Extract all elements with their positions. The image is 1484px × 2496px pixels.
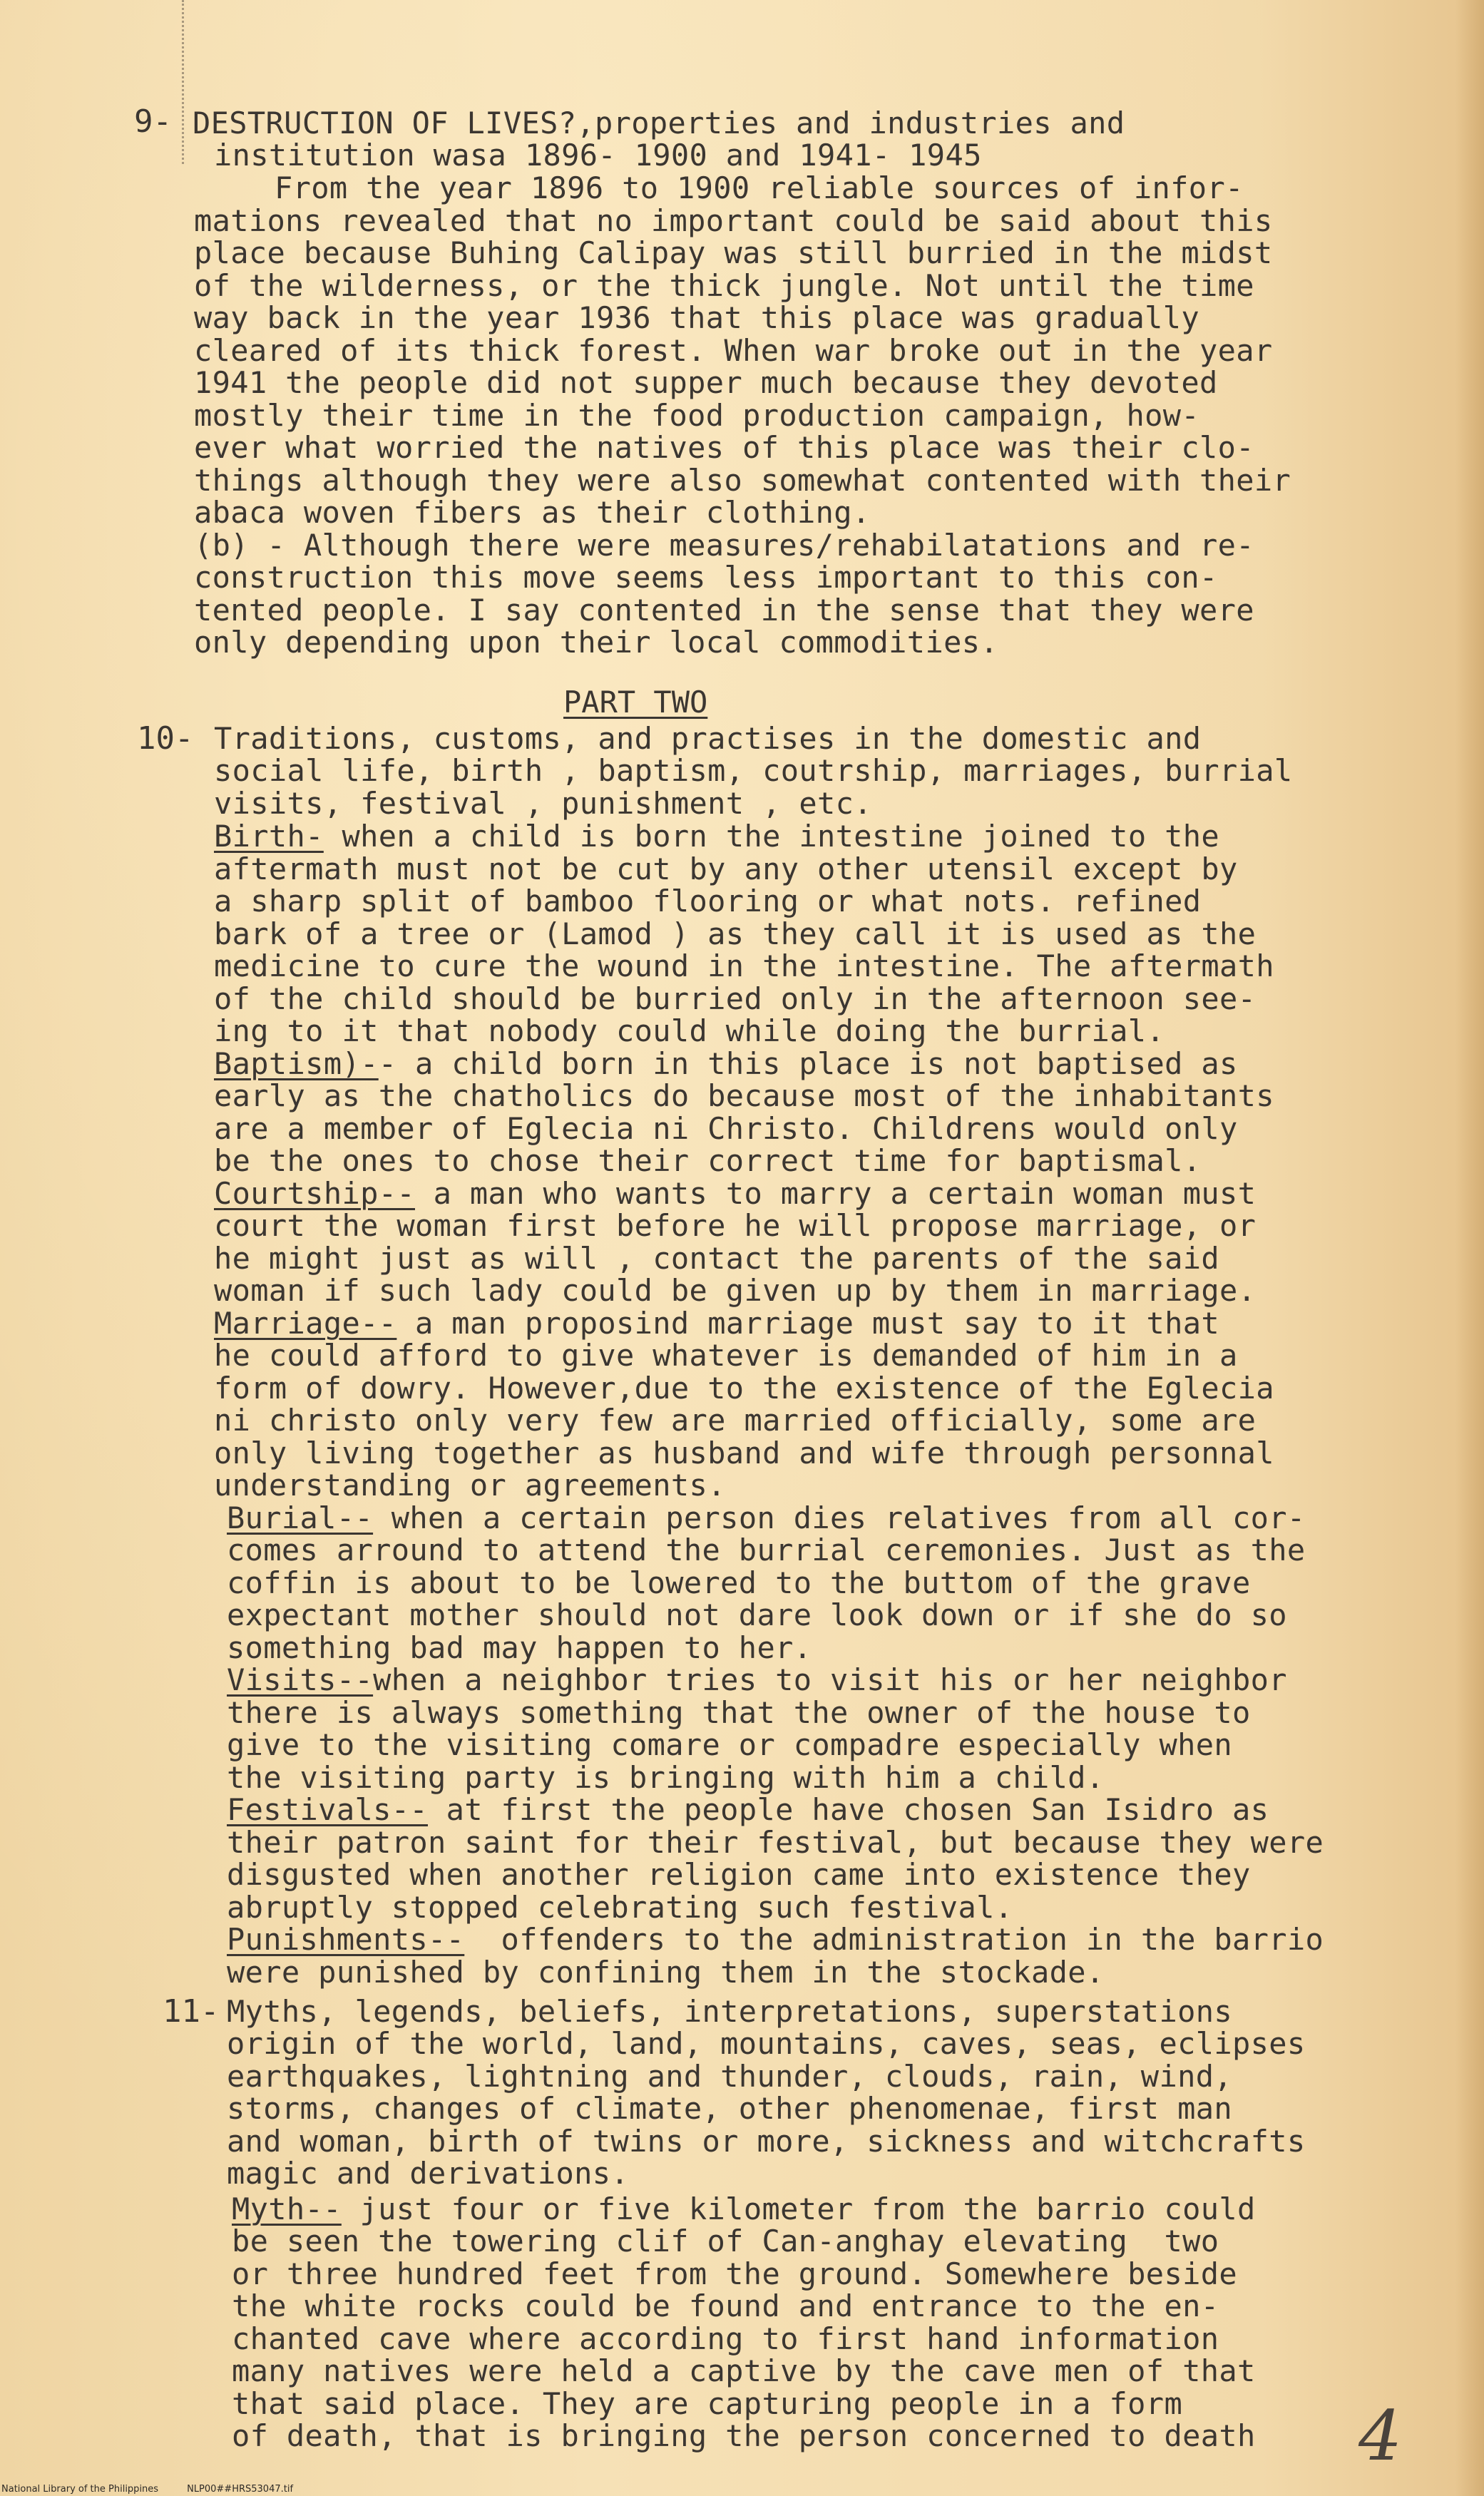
s10-intro-line: Traditions, customs, and practises in the domestic and (214, 721, 1202, 756)
visits-line: the visiting party is bringing with him a child. (227, 1760, 1105, 1795)
birth-line: of the child should be burried only in the afternoon see- (214, 981, 1257, 1016)
baptism-text: - a child born in this place is not baptised as (378, 1046, 1238, 1081)
marriage-line: ni christo only very few are married officially, some are (214, 1403, 1257, 1438)
birth-line: medicine to cure the wound in the intestine. The aftermath (214, 948, 1274, 983)
myth-line: many natives were held a captive by the cave men of that (232, 2353, 1256, 2388)
s9-line: mations revealed that no important could be said about this (194, 203, 1273, 238)
courtship-line: court the woman first before he will propose marriage, or (214, 1208, 1257, 1243)
burial-line: something bad may happen to her. (227, 1630, 812, 1665)
s9-line: way back in the year 1936 that this place was gradually (194, 300, 1199, 335)
birth-line: a sharp split of bamboo flooring or what nots. refined (214, 884, 1202, 919)
myth-paragraph-first (232, 2193, 1256, 2226)
visits-text: when a neighbor tries to visit his or her neighbor (373, 1662, 1287, 1697)
baptism-paragraph-first (214, 1048, 1238, 1080)
birth-paragraph-first (214, 820, 1219, 853)
punishments-text: offenders to the administration in the barrio (464, 1922, 1324, 1957)
s9-line: only depending upon their local commodities. (194, 625, 998, 660)
marriage-line: only living together as husband and wife through personnal (214, 1436, 1274, 1471)
s9-line: place because Buhing Calipay was still burried in the midst (194, 235, 1273, 270)
burial-term: Burial-- (227, 1500, 374, 1535)
birth-line: bark of a tree or (Lamod ) as they call it is used as the (214, 916, 1257, 951)
footer-filename: NLP00##HRS53047.tif (187, 2484, 294, 2495)
marriage-paragraph-first (214, 1307, 1219, 1340)
visits-line: there is always something that the owner of the house to (227, 1695, 1251, 1730)
festivals-line: disgusted when another religion came into existence they (227, 1857, 1251, 1892)
s9-line: 1941 the people did not supper much because they devoted (194, 365, 1218, 400)
birth-line: aftermath must not be cut by any other utensil except by (214, 851, 1238, 886)
myth-line: the white rocks could be found and entrance to the en- (232, 2288, 1219, 2323)
marriage-text: a man proposind marriage must say to it that (396, 1306, 1220, 1341)
myth-line: be seen the towering clif of Can-anghay elevating two (232, 2224, 1219, 2259)
punishments-line: were punished by confining them in the stockade. (227, 1955, 1105, 1990)
s9-line: ever what worried the natives of this place was their clo- (194, 430, 1254, 465)
marriage-line: understanding or agreements. (214, 1468, 726, 1503)
courtship-paragraph-first (214, 1177, 1256, 1210)
s9-line: institution wasa 1896- 1900 and 1941- 1945 (214, 138, 982, 173)
punishments-paragraph-first (227, 1923, 1324, 1956)
visits-line: give to the visiting comare or compadre especially when (227, 1727, 1232, 1762)
marriage-term: Marriage-- (214, 1306, 397, 1341)
s9-line: abaca woven fibers as their clothing. (194, 495, 871, 530)
festivals-text: at first the people have chosen San Isidro as (428, 1792, 1269, 1827)
s11-intro-line: earthquakes, lightning and thunder, clouds, rain, wind, (227, 2059, 1232, 2094)
courtship-term: Courtship-- (214, 1176, 415, 1211)
s9-line: of the wilderness, or the thick jungle. Not until the time (194, 268, 1254, 303)
punishments-term: Punishments-- (227, 1922, 465, 1957)
birth-term: Birth- (214, 819, 324, 854)
s9-line: tented people. I say contented in the sense that they were (194, 593, 1254, 628)
courtship-line: woman if such lady could be given up by them in marriage. (214, 1273, 1257, 1308)
visits-paragraph-first (227, 1664, 1287, 1697)
s11-intro-line: Myths, legends, beliefs, interpretations, superstations (227, 1994, 1232, 2029)
myth-line: or three hundred feet from the ground. Somewhere beside (232, 2256, 1237, 2291)
myth-line: chanted cave where according to first hand information (232, 2321, 1219, 2356)
part-two-heading: PART TWO (563, 685, 708, 720)
s11-intro-line: magic and derivations. (227, 2156, 629, 2191)
visits-term: Visits-- (227, 1662, 374, 1697)
myth-text: just four or five kilometer from the barrio could (341, 2191, 1256, 2226)
birth-line: ing to it that nobody could while doing the burrial. (214, 1013, 1165, 1048)
s10-intro-line: social life, birth , baptism, coutrship, marriages, burrial (214, 753, 1293, 788)
festivals-term: Festivals-- (227, 1792, 428, 1827)
birth-text: when a child is born the intestine joined to the (323, 819, 1219, 854)
baptism-line: are a member of Eglecia ni Christo. Childrens would only (214, 1111, 1238, 1146)
festivals-line: their patron saint for their festival, but because they were (227, 1825, 1324, 1860)
s10-intro-line: visits, festival , punishment , etc. (214, 786, 872, 821)
burial-line: comes arround to attend the burrial ceremonies. Just as the (227, 1533, 1306, 1567)
section-10-number: 10- (137, 720, 194, 757)
baptism-term: Baptism)- (214, 1046, 379, 1081)
s9-line: construction this move seems less important to this con- (194, 560, 1218, 595)
scan-footer (1, 2485, 322, 2495)
courtship-text: a man who wants to marry a certain woman must (415, 1176, 1257, 1211)
s9-line: things although they were also somewhat contented with their (194, 463, 1291, 498)
s9-line: From the year 1896 to 1900 reliable sources of infor- (275, 170, 1244, 205)
s9-line: mostly their time in the food production campaign, how- (194, 398, 1199, 433)
s11-intro-line: storms, changes of climate, other phenomenae, first man (227, 2091, 1232, 2126)
section-9-number: 9- (134, 103, 172, 140)
burial-paragraph-first (227, 1502, 1306, 1535)
s9-line: (b) - Although there were measures/rehabilatations and re- (194, 528, 1254, 563)
baptism-line: early as the chatholics do because most of the inhabitants (214, 1078, 1274, 1113)
marriage-line: form of dowry. However,due to the existence of the Eglecia (214, 1371, 1274, 1406)
courtship-line: he might just as will , contact the parents of the said (214, 1241, 1219, 1276)
baptism-line: be the ones to chose their correct time for baptismal. (214, 1143, 1202, 1178)
festivals-line: abruptly stopped celebrating such festival. (227, 1890, 1013, 1925)
myth-line: of death, that is bringing the person concerned to death (232, 2418, 1256, 2453)
section-11-number: 11- (163, 1993, 220, 2030)
myth-line: that said place. They are capturing people in a form (232, 2386, 1183, 2421)
marriage-line: he could afford to give whatever is demanded of him in a (214, 1338, 1238, 1373)
footer-library: National Library of the Philippines (1, 2484, 159, 2495)
s11-intro-line: origin of the world, land, mountains, caves, seas, eclipses (227, 2026, 1306, 2061)
burial-line: coffin is about to be lowered to the buttom of the grave (227, 1565, 1251, 1600)
handwritten-page-number: 4 (1358, 2396, 1403, 2476)
myth-term: Myth-- (232, 2191, 342, 2226)
s9-line: DESTRUCTION OF LIVES?,properties and industries and (193, 106, 1125, 140)
burial-line: expectant mother should not dare look down or if she do so (227, 1597, 1287, 1632)
s11-intro-line: and woman, birth of twins or more, sickness and witchcrafts (227, 2124, 1306, 2159)
s9-line: cleared of its thick forest. When war broke out in the year (194, 333, 1273, 368)
festivals-paragraph-first (227, 1794, 1269, 1826)
burial-text: when a certain person dies relatives from all cor- (373, 1500, 1306, 1535)
